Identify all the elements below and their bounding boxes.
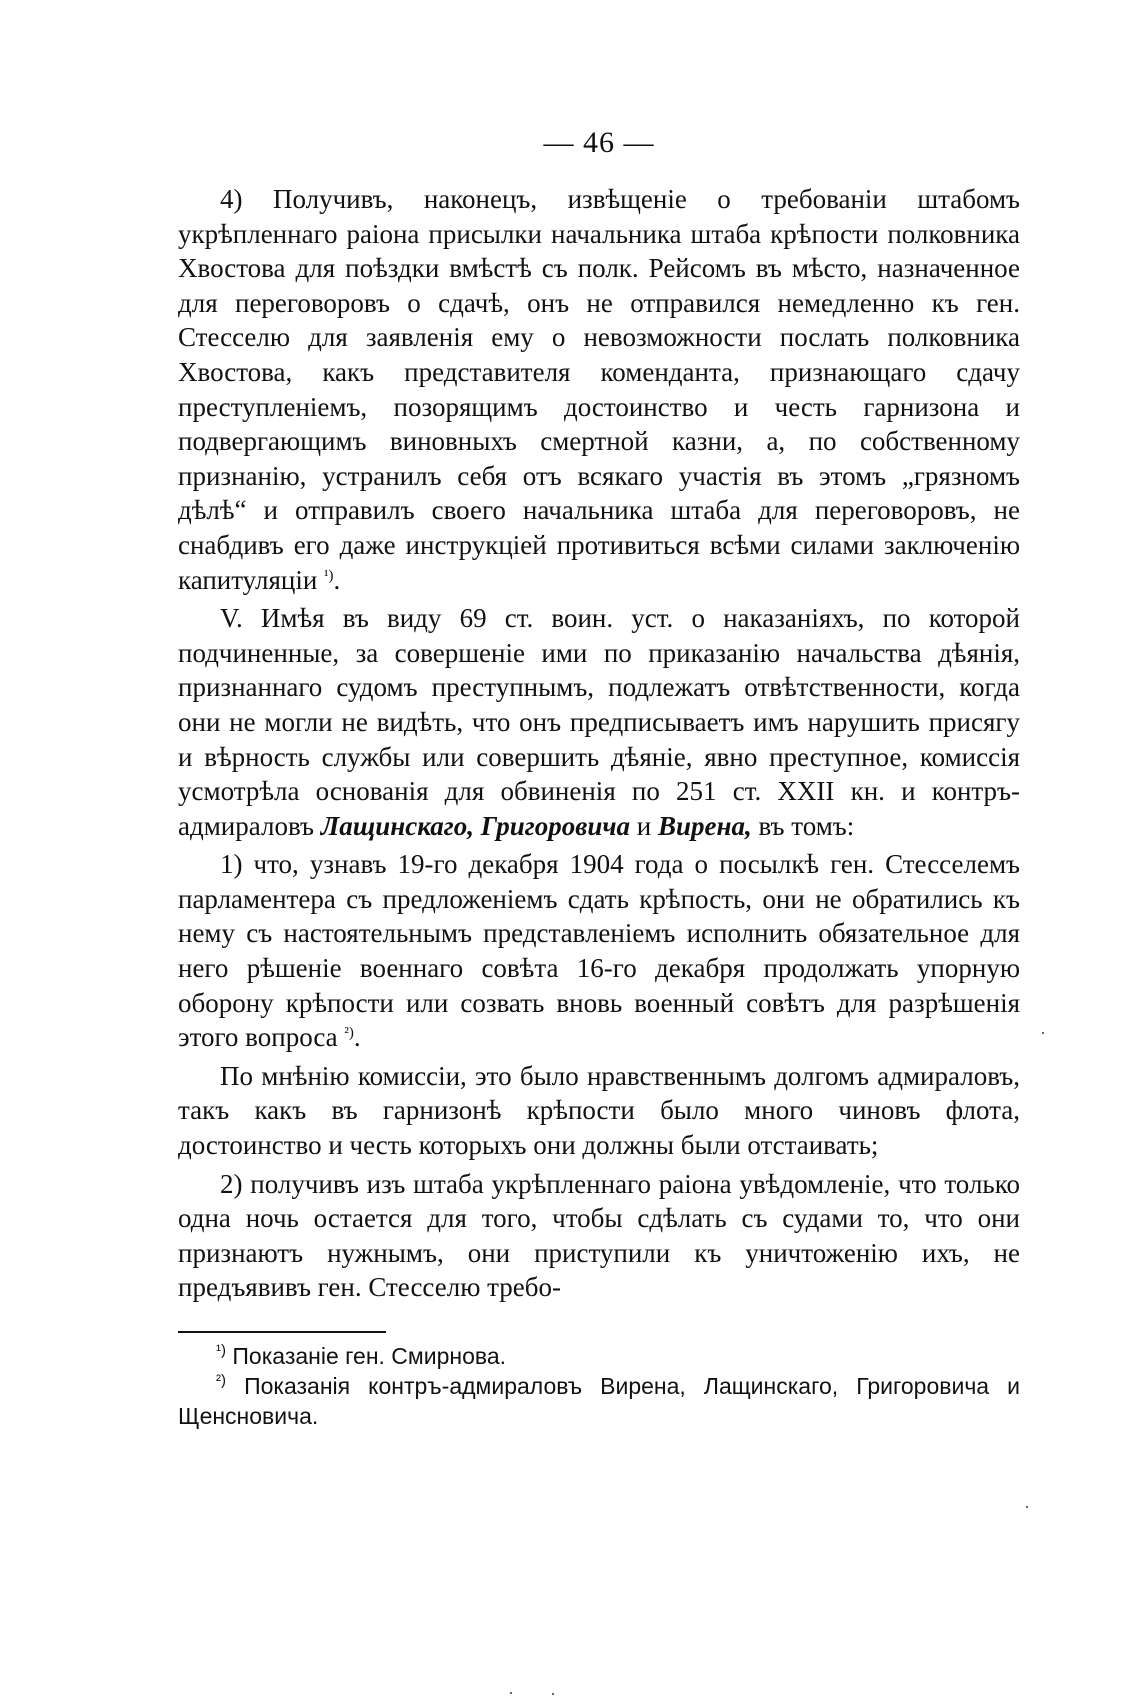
scan-speck — [1042, 1032, 1044, 1034]
footnote-2 — [178, 1371, 1020, 1431]
footnote-reference: ¹) — [324, 567, 334, 584]
paragraph-text: V. Имѣя въ виду 69 ст. воин. уст. о наказаніяхъ, по которой подчиненные, за совершеніе ими по приказанію начальства дѣянія, признаннаго судомъ преступнымъ, подлежатъ отвѣтственности, когда они не могли не видѣть, что онъ предписываетъ имъ нарушить присягу и вѣрность службы или совершить дѣяніе, явно преступное, комиссія усмотрѣла основанія для обвиненія по 251 ст. XXII кн. и контръ-адмираловъ — [178, 603, 1020, 841]
page-number: — 46 — — [543, 126, 655, 159]
footnote-divider — [178, 1331, 386, 1333]
paragraph-tail: . — [353, 1022, 361, 1053]
paragraph-text: въ томъ: — [758, 810, 855, 841]
document-page — [178, 118, 1020, 1431]
scan-speck — [552, 1693, 554, 1695]
scan-speck — [1026, 1506, 1028, 1508]
paragraph-tail: . — [333, 564, 341, 595]
paragraph-commission-opinion — [178, 1059, 1020, 1163]
paragraph-text: 2) получивъ изъ штаба укрѣпленнаго раіона увѣдомленіе, что только одна ночь остается для того, чтобы сдѣлать съ судами то, что они признаютъ нужнымъ, они приступили къ уничтоженію ихъ, не предъявивъ ген. Стесселю требо- — [178, 1168, 1020, 1303]
paragraph-text: 1) что, узнавъ 19-го декабря 1904 года о посылкѣ ген. Стесселемъ парламентера съ предложеніемъ сдать крѣпость, они не обратились къ нему съ настоятельнымъ представленіемъ исполнить обязательное для него рѣшеніе военнаго совѣта 16-го декабря продолжать упорную оборону крѣпости или созвать вновь военный совѣтъ для разрѣшенія этого вопроса — [178, 849, 1020, 1053]
footnote-text: Показанія контръ-адмираловъ Вирена, Лащинскаго, Григоровича и Щенсновича. — [178, 1373, 1021, 1429]
admiral-name: Григоровича — [480, 810, 631, 841]
conjunction: и — [636, 810, 652, 841]
footnote-mark: ²) — [216, 1372, 226, 1389]
paragraph-point-1 — [178, 847, 1020, 1055]
admiral-name: Лащинскаго, — [320, 810, 474, 841]
footnote-reference: ²) — [344, 1025, 354, 1042]
admiral-name: Вирена, — [657, 810, 752, 841]
scan-speck — [510, 1692, 512, 1694]
footnote-text: Показаніе ген. Смирнова. — [232, 1343, 506, 1369]
paragraph-text: По мнѣнію комиссіи, это было нравственнымъ долгомъ адмираловъ, такъ какъ въ гарнизонѣ крѣпости было много чиновъ флота, достоинство и честь которыхъ они должны были отстаивать; — [178, 1060, 1020, 1161]
footnote-mark: ¹) — [216, 1342, 226, 1359]
paragraph-point-2 — [178, 1167, 1020, 1305]
paragraph-text: 4) Получивъ, наконецъ, извѣщеніе о требованіи штабомъ укрѣпленнаго раіона присылки начальника штаба крѣпости полковника Хвостова для поѣздки вмѣстѣ съ полк. Рейсомъ въ мѣсто, назначенное для переговоровъ о сдачѣ, онъ не отправился немедленно къ ген. Стесселю для заявленія ему о невозможности послать полковника Хвостова, какъ представителя коменданта, признающаго сдачу преступленіемъ, позорящимъ достоинство и честь гарнизона и подвергающимъ виновныхъ смертной казни, а, по собственному признанію, устранилъ себя отъ всякаго участія въ этомъ „грязномъ дѣлѣ“ и отправилъ своего начальника штаба для переговоровъ, не снабдивъ его даже инструкціей противиться всѣми силами заключенію капитуляціи — [178, 184, 1020, 595]
paragraph-section-v — [178, 601, 1020, 843]
footnote-1 — [178, 1341, 1020, 1371]
paragraph-item-4 — [178, 182, 1020, 597]
